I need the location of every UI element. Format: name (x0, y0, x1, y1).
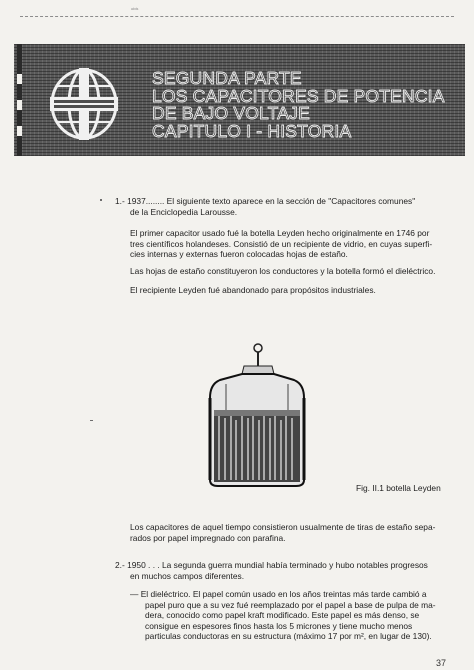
binding-hole-2 (17, 100, 22, 110)
title-line: DE BAJO VOLTAJE (152, 103, 310, 123)
text-line: en muchos campos diferentes. (130, 570, 245, 581)
dielectric-bullet (130, 589, 452, 642)
section-1-lead (115, 196, 450, 217)
text-line: consigue en espesores finos hasta los 5 micrones y tiene mucho menos (145, 620, 413, 631)
text-line: rados por papel impregnado con parafina. (130, 532, 286, 543)
text-line: El primer capacitor usado fué la botella Leyden hecho originalmente en 1746 por (130, 228, 430, 238)
paragraph-3: El recipiente Leyden fué abandonado para propósitos industriales. (130, 285, 376, 295)
section-2-lead (115, 560, 450, 581)
text-line: Los capacitores de aquel tiempo consistieron usualmente de tiras de estaño sepa- (130, 522, 436, 532)
text-line: 2.- 1950 . . . La segunda guerra mundial había terminado y hubo notables progresos (115, 560, 428, 570)
text-line: cies internas y externas fueron colocadas hojas de estaño. (130, 249, 348, 260)
title-line: SEGUNDA PARTE (152, 68, 302, 88)
text-line: particulas conductoras en su estructura (máximo 17 por m², en lugar de 130). (145, 631, 432, 642)
top-dashed-rule (20, 16, 454, 18)
text-line: de la Enciclopedia Larousse. (130, 206, 238, 217)
text-line: tres científicos holandeses. Consistió de un recipiente de vidrio, en cuyas superfi- (130, 238, 433, 249)
leyden-jar-illustration (200, 340, 312, 488)
scan-speck (100, 199, 102, 201)
text-line: 1.- 1937........ El siguiente texto aparece en la sección de "Capacitores comunes" (115, 196, 416, 206)
title-line: CAPITULO I - HISTORIA (152, 120, 352, 141)
binding-hole-3 (17, 126, 22, 136)
paragraph-2: Las hojas de estaño constituyeron los conductores y la botella formó el dieléctrico. (130, 266, 436, 276)
paragraph-after-figure (130, 522, 452, 543)
paragraph-1 (130, 228, 452, 260)
text-line: papel puro que a su vez fué reemplazado por el papel a base de pulpa de ma- (145, 599, 436, 610)
figure-caption: Fig. II.1 botella Leyden (356, 483, 441, 493)
globe-with-cross-logo-icon (48, 64, 120, 142)
scan-speck (90, 420, 93, 421)
scan-mark: ᵃᵇᵈˢ (131, 7, 139, 13)
page-number: 37 (436, 658, 447, 668)
text-line: — El dieléctrico. El papel común usado en los años treintas más tarde cambió a (130, 589, 427, 599)
binding-hole-1 (17, 74, 22, 84)
chapter-title-block (152, 70, 452, 140)
text-line: dera, conocido como papel kraft modificado. Este papel es más denso, se (145, 610, 420, 621)
title-line: LOS CAPACITORES DE POTENCIA (152, 85, 445, 106)
